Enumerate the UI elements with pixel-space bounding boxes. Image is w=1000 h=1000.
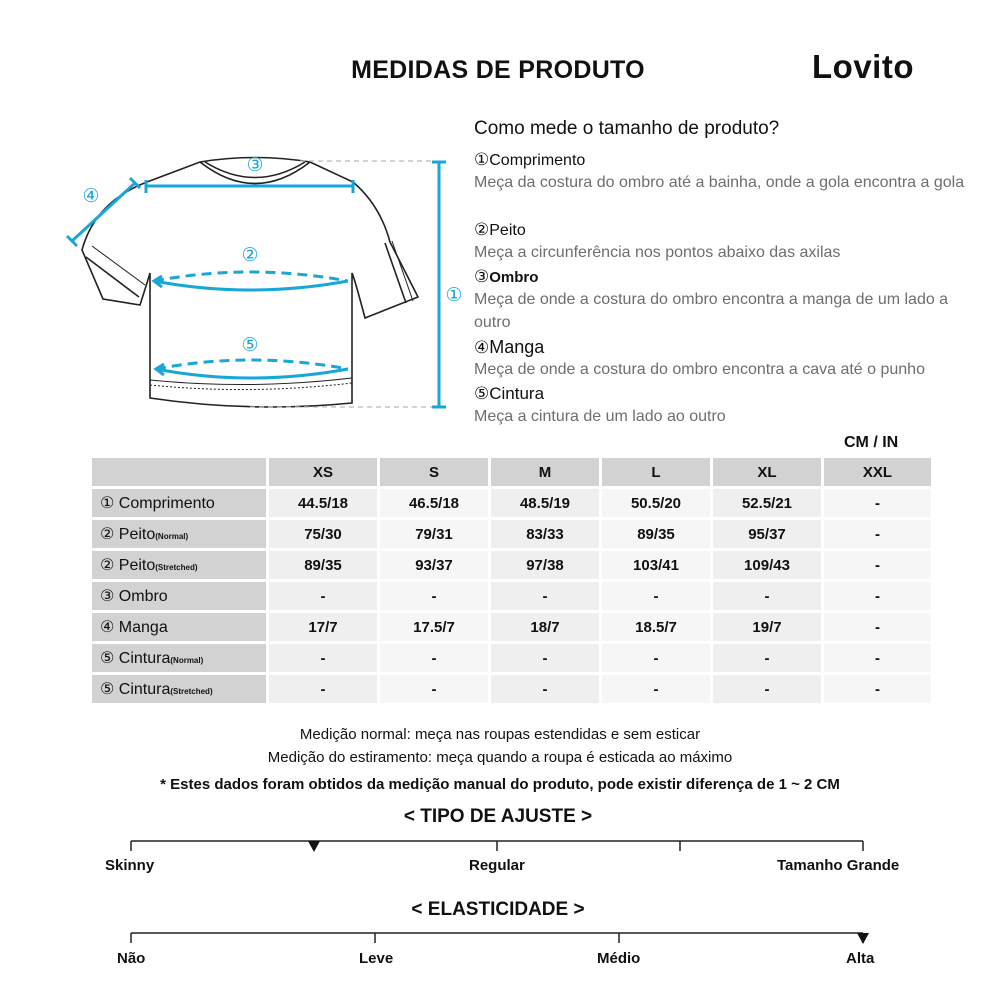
elasticity-marker-icon [857, 933, 869, 944]
marker-shoulder: ③ [246, 154, 264, 176]
guide-item-shoulder-title: ③Ombro [474, 267, 539, 286]
table-cell: 18.5/7 [602, 613, 710, 641]
table-row [92, 644, 931, 672]
table-cell: - [491, 644, 599, 672]
fit-label-regular: Regular [469, 857, 525, 874]
table-row [92, 613, 931, 641]
row-label: ③ Ombro [92, 582, 266, 610]
table-cell: - [380, 582, 488, 610]
guide-heading: Como mede o tamanho de produto? [474, 118, 780, 139]
table-cell: 19/7 [713, 613, 821, 641]
table-row [92, 551, 931, 579]
tshirt-outline [82, 158, 418, 408]
row-label: ⑤ Cintura(Stretched) [92, 675, 266, 703]
row-label: ② Peito(Stretched) [92, 551, 266, 579]
size-header: L [602, 458, 710, 486]
table-cell: 93/37 [380, 551, 488, 579]
table-cell: - [602, 675, 710, 703]
guide-item-chest-desc: Meça a circunferência nos pontos abaixo das axilas [474, 244, 841, 261]
table-cell: - [824, 551, 931, 579]
fit-label-large: Tamanho Grande [777, 857, 900, 874]
table-cell: 97/38 [491, 551, 599, 579]
row-label: ② Peito(Normal) [92, 520, 266, 548]
guide-item-length-title: ①Comprimento [474, 150, 586, 169]
table-cell: 75/30 [269, 520, 377, 548]
note-disclaimer: * Estes dados foram obtidos da medição manual do produto, pode existir diferença de 1 ~ 2 CM [160, 776, 840, 793]
elasticity-label-light: Leve [359, 950, 394, 967]
guide-item-waist-desc: Meça a cintura de um lado ao outro [474, 408, 726, 425]
table-cell: - [713, 644, 821, 672]
table-cell: - [824, 675, 931, 703]
size-header: S [380, 458, 488, 486]
table-cell: 109/43 [713, 551, 821, 579]
guide-item-sleeve-title: ④Manga [474, 337, 545, 357]
table-row [92, 489, 931, 517]
table-cell: 83/33 [491, 520, 599, 548]
table-cell: - [380, 644, 488, 672]
table-cell: - [602, 644, 710, 672]
marker-chest: ② [241, 244, 259, 266]
page-title: MEDIDAS DE PRODUTO [351, 56, 645, 84]
table-cell: 18/7 [491, 613, 599, 641]
table-cell: 17.5/7 [380, 613, 488, 641]
table-cell: 50.5/20 [602, 489, 710, 517]
elasticity-title: < ELASTICIDADE > [411, 899, 585, 920]
elasticity-label-high: Alta [846, 950, 875, 967]
table-cell: 44.5/18 [269, 489, 377, 517]
guide-item-chest-title: ②Peito [474, 220, 526, 239]
table-cell: - [824, 644, 931, 672]
units-label: CM / IN [844, 434, 899, 451]
guide-item-waist-title: ⑤Cintura [474, 384, 545, 403]
table-cell: - [602, 582, 710, 610]
table-cell: 103/41 [602, 551, 710, 579]
guide-item-shoulder-desc: Meça de onde a costura do ombro encontra a manga de um lado a outro [474, 291, 949, 331]
table-cell: - [491, 675, 599, 703]
marker-sleeve: ④ [82, 185, 100, 207]
table-row [92, 675, 931, 703]
fit-marker-icon [308, 841, 320, 852]
table-cell: 89/35 [269, 551, 377, 579]
table-cell: - [824, 489, 931, 517]
note-normal: Medição normal: meça nas roupas estendidas e sem esticar [299, 726, 701, 743]
table-cell: - [269, 675, 377, 703]
table-cell: 46.5/18 [380, 489, 488, 517]
table-row [92, 582, 931, 610]
marker-waist: ⑤ [241, 334, 259, 356]
elasticity-label-none: Não [117, 950, 146, 967]
row-label: ① Comprimento [92, 489, 266, 517]
tshirt-measurement-diagram [60, 145, 470, 425]
table-cell: - [824, 613, 931, 641]
row-label: ④ Manga [92, 613, 266, 641]
table-cell: 95/37 [713, 520, 821, 548]
table-cell: 79/31 [380, 520, 488, 548]
marker-length: ① [445, 284, 463, 306]
corner-cell [92, 458, 266, 486]
fit-label-skinny: Skinny [105, 857, 155, 874]
size-header: XS [269, 458, 377, 486]
size-header: M [491, 458, 599, 486]
table-cell: - [713, 582, 821, 610]
size-table [89, 455, 934, 706]
table-cell: 17/7 [269, 613, 377, 641]
note-stretch: Medição do estiramento: meça quando a roupa é esticada ao máximo [267, 749, 733, 766]
size-table-header [92, 458, 931, 486]
length-line [432, 162, 446, 407]
row-label: ⑤ Cintura(Normal) [92, 644, 266, 672]
elasticity-label-medium: Médio [597, 950, 641, 967]
table-cell: 52.5/21 [713, 489, 821, 517]
table-cell: - [269, 644, 377, 672]
table-cell: - [380, 675, 488, 703]
table-cell: 89/35 [602, 520, 710, 548]
size-header: XXL [824, 458, 931, 486]
table-cell: - [713, 675, 821, 703]
fit-title: < TIPO DE AJUSTE > [403, 806, 593, 827]
size-header: XL [713, 458, 821, 486]
brand-logo: Lovito [812, 48, 914, 85]
table-cell: - [824, 520, 931, 548]
guide-item-sleeve-desc: Meça de onde a costura do ombro encontra a cava até o punho [474, 361, 925, 378]
table-cell: - [491, 582, 599, 610]
table-cell: - [824, 582, 931, 610]
table-row [92, 520, 931, 548]
table-cell: 48.5/19 [491, 489, 599, 517]
table-cell: - [269, 582, 377, 610]
guide-item-length-desc: Meça da costura do ombro até a bainha, onde a gola encontra a gola [474, 174, 965, 191]
